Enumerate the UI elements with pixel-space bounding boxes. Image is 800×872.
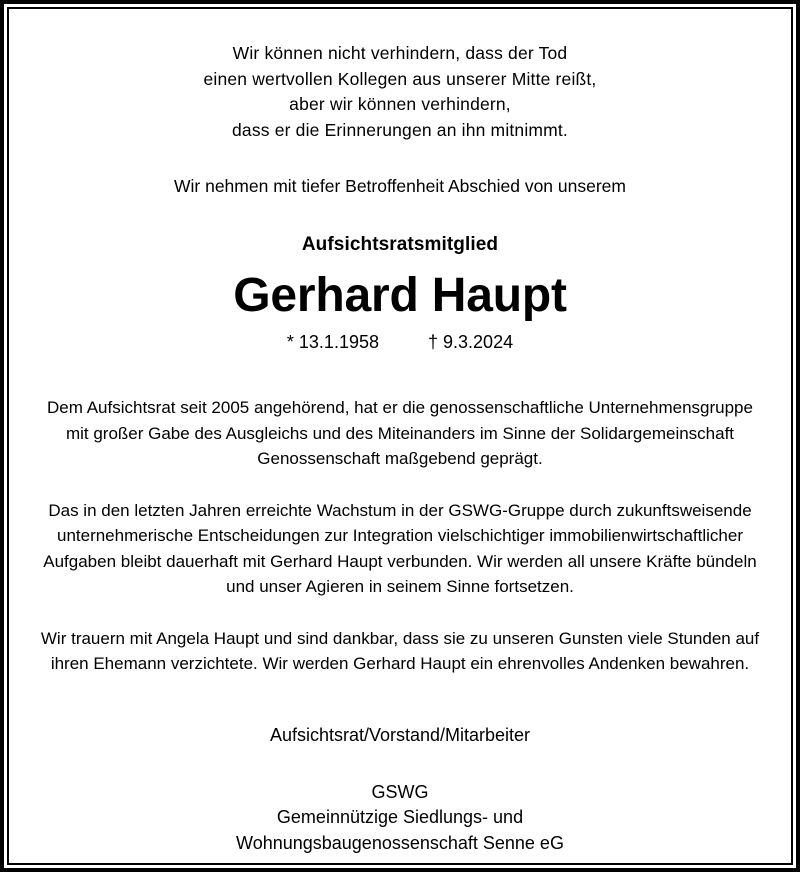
signatory-organization	[39, 780, 761, 857]
birth-date: * 13.1.1958	[286, 332, 379, 352]
verse-line: aber wir können verhindern,	[289, 94, 511, 114]
signatory-roles: Aufsichtsrat/Vorstand/Mitarbeiter	[269, 724, 531, 745]
verse-line: einen wertvollen Kollegen aus unserer Mitte reißt,	[203, 68, 597, 89]
deceased-role: Aufsichtsratsmitglied	[301, 234, 499, 255]
deceased-name: Gerhard Haupt	[233, 269, 567, 322]
tribute-paragraph: Wir trauern mit Angela Haupt und sind dankbar, dass sie zu unseren Gunsten viele Stunden auf ihren Ehemann verzichtete. Wir werden Gerhard Haupt ein ehrenvolles Andenken bewahren.	[40, 628, 760, 673]
farewell-statement: Wir nehmen mit tiefer Betroffenheit Abschied von unserem	[174, 176, 626, 196]
verse-line: dass er die Erinnerungen an ihn mitnimmt.	[232, 119, 568, 140]
life-dates	[39, 330, 761, 354]
tribute-paragraph: Das in den letzten Jahren erreichte Wachstum in der GSWG-Gruppe durch zukunftsweisende unternehmerische Entscheidungen zur Integration vielschichtiger immobilienwirtschaftlicher Aufgaben bleibt dauerhaft mit Gerhard Haupt verbunden. Wir werden all unsere Kräfte bündeln und unser Agieren in seinem Sinne fortsetzen.	[43, 500, 757, 596]
memorial-verse	[39, 41, 761, 143]
notice-content	[9, 9, 791, 863]
organization-line: GSWG	[371, 781, 429, 802]
organization-line: Gemeinnützige Siedlungs- und	[276, 807, 524, 827]
verse-line: Wir können nicht verhindern, dass der Tod	[232, 43, 568, 63]
tribute-paragraph: Dem Aufsichtsrat seit 2005 angehörend, hat er die genossenschaftliche Unternehmensgruppe mit großer Gabe des Ausgleichs und des Miteinanders im Sinne der Solidargemeinschaft Genossenschaft maßgebend geprägt.	[47, 398, 753, 468]
organization-line: Wohnungsbaugenossenschaft Senne eG	[236, 832, 564, 853]
death-date: † 9.3.2024	[428, 332, 514, 352]
